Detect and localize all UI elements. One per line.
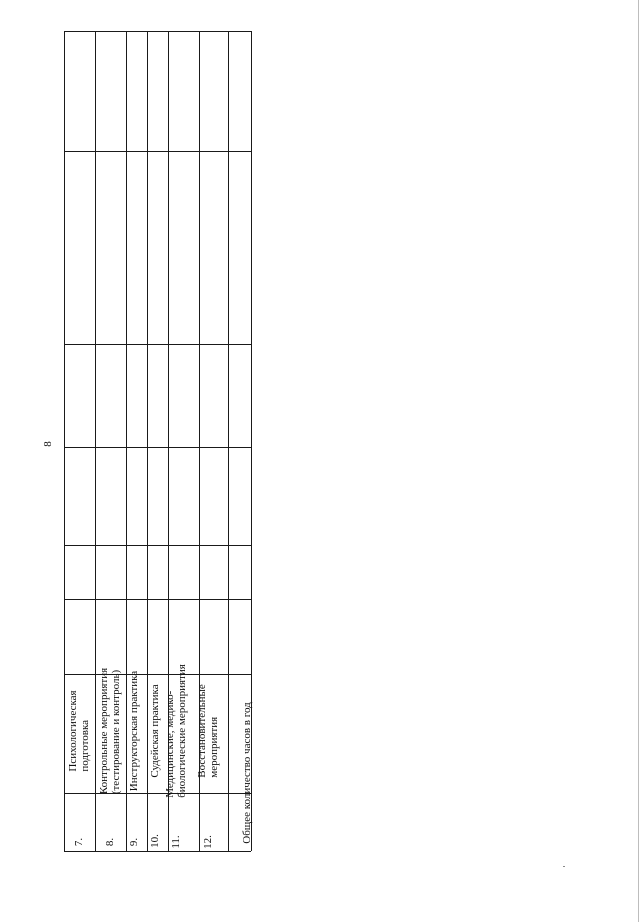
row-9-title (126, 657, 142, 805)
scan-speck (563, 866, 565, 867)
row-9-number: 9. (128, 837, 140, 847)
row-12-number: 12. (202, 835, 214, 849)
row-12-title-line-1: Восстановительные (196, 684, 208, 778)
sheet-edge (638, 0, 639, 922)
row-11-title (161, 657, 191, 805)
row-11-title-line-2: биологические мероприятия (176, 664, 188, 798)
row-7-title (64, 657, 94, 805)
hours-table (64, 31, 251, 851)
row-12-title (192, 657, 224, 805)
total-hours-label (237, 672, 257, 874)
total-hours-label-text: Общее количество часов в год (241, 702, 253, 844)
row-8-title (95, 657, 125, 805)
row-9-title-line-1: Инструкторская практика (128, 670, 140, 792)
row-12-title-line-2: мероприятия (208, 716, 220, 778)
row-10-number: 10. (149, 834, 161, 848)
row-10-title-line-1: Судейская практика (149, 684, 161, 778)
row-8-title-line-1: Контрольные мероприятия (98, 667, 110, 795)
row-8-title-line-2: (тестирование и контроль) (110, 669, 122, 795)
row-10-title (148, 657, 162, 805)
row-7-title-line-2: подготовка (79, 719, 91, 772)
row-11-title-line-1: Медицинские, медико- (164, 690, 176, 798)
page-number: 8 (42, 441, 54, 447)
row-11-number: 11. (170, 835, 182, 849)
row-8-number: 8. (104, 837, 116, 847)
row-7-number: 7. (73, 837, 85, 847)
row-7-title-line-1: Психологическая (67, 690, 79, 772)
